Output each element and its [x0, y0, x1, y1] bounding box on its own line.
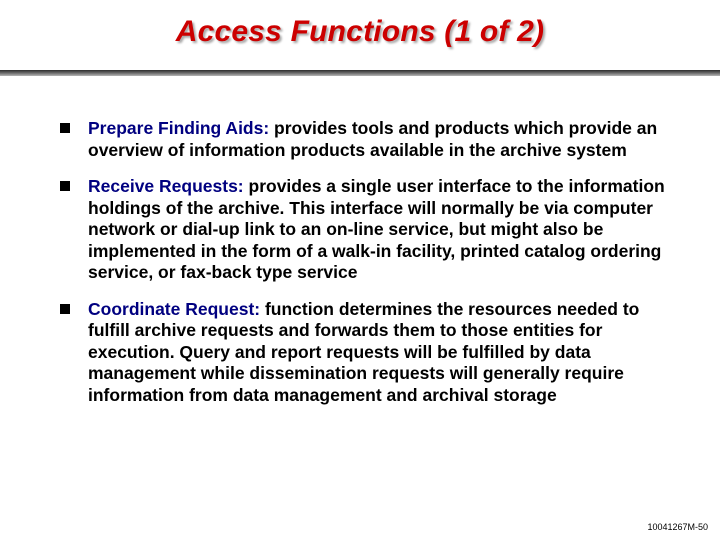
bullet-text: provides tools and products which provide an overview of information products available in the archive system [88, 118, 658, 160]
square-bullet-icon [60, 181, 70, 191]
square-bullet-icon [60, 304, 70, 314]
square-bullet-icon [60, 123, 70, 133]
bullet-term: Coordinate Request: [88, 298, 261, 319]
bullet-item-receive-requests [60, 176, 670, 284]
bullet-text: function determines the resources needed to fulfill archive requests and forwards them to those entities for execution. Query and report requests will be fulfilled by data management while dissemination requests will generally require information from data management and archival storage [88, 298, 640, 405]
bullet-list [60, 118, 670, 421]
bullet-text: provides a single user interface to the information holdings of the archive. This interface will normally be via computer network or dial-up link to an on-line service, but might also be implemented in the form of a walk-in facility, printed catalog ordering service, or fax-back type service [88, 176, 665, 282]
slide-title: Access Functions (1 of 2) [175, 15, 545, 48]
slide-footer-id: 10041267M-50 [647, 522, 708, 532]
title-divider [0, 70, 720, 76]
bullet-term: Prepare Finding Aids: [88, 118, 270, 138]
bullet-item-prepare-finding-aids [60, 118, 670, 161]
bullet-term: Receive Requests: [88, 176, 244, 196]
bullet-item-coordinate-request [60, 299, 670, 407]
